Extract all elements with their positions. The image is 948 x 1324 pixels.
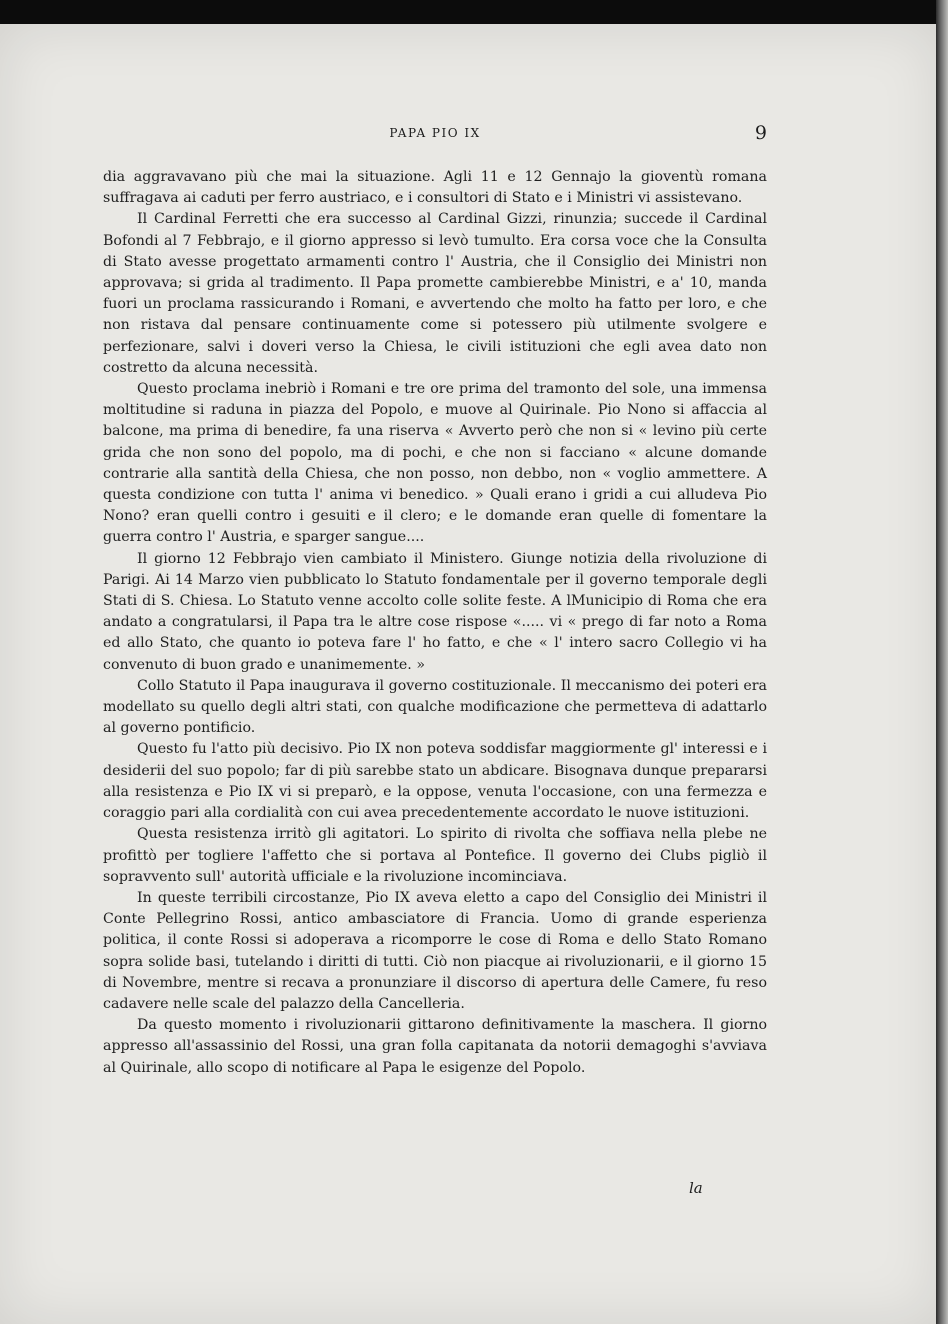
- paragraph-6: Questo fu l'atto più decisivo. Pio IX non poteva soddisfar maggiormente gl' interessi e i desiderii del suo popolo; far di più sarebbe stato un abdicare. Bisognava dunque prepararsi alla resistenza e Pio IX vi si preparò, e la oppose, venuta l'occasione, con una fermezza e coraggio pari alla cordialità con cui avea precedentemente accordato le nuove istituzioni.: [103, 741, 767, 822]
- page-edge: [936, 0, 948, 1324]
- paragraph-4: Il giorno 12 Febbrajo vien cambiato il Ministero. Giunge notizia della rivoluzione di Parigi. Ai 14 Marzo vien pubblicato lo Statuto fondamentale per il governo temporale degli Stati di S. Chiesa. Lo Statuto venne accolto colle solite feste. A lMunicipio di Roma che era andato a congratularsi, il Papa tra le altre cose rispose «..... vi « prego di far noto a Roma ed allo Stato, che quanto io poteva fare l' ho fatto, e che « l' intero sacro Collegio vi ha convenuto di buon grado e unanimemente. »: [103, 550, 767, 673]
- paragraph-3: Questo proclama inebriò i Romani e tre ore prima del tramonto del sole, una immensa moltitudine si raduna in piazza del Popolo, e muove al Quirinale. Pio Nono si affaccia al balcone, ma prima di benedire, fa una riserva « Avverto però che non si « levino più certe grida che non sono del popolo, ma di pochi, e che non si facciano « alcune domande contrarie alla santità della Chiesa, che non posso, non debbo, non « voglio ammettere. A questa condizione con tutta l' anima vi benedico. » Quali erano i gridi a cui alludeva Pio Nono? eran quelli contro i gesuiti e il clero; e le domande eran quelle di fomentare la guerra contro l' Austria, e sparger sangue....: [103, 381, 767, 546]
- catchword-text: la: [689, 1179, 703, 1197]
- catchword: [689, 1179, 703, 1197]
- paragraph-5: Collo Statuto il Papa inaugurava il governo costituzionale. Il meccanismo dei poteri era modellato su quello degli altri stati, con qualche modificazione che permetteva di adattarlo al governo pontificio.: [103, 677, 767, 737]
- page-header: [103, 124, 767, 148]
- running-title: PAPA PIO IX: [389, 126, 481, 140]
- paragraph-7: Questa resistenza irritò gli agitatori. Lo spirito di rivolta che soffiava nella plebe ne profittò per togliere l'affetto che si portava al Pontefice. Il governo dei Clubs pigliò il sopravvento sull' autorità ufficiale e la rivoluzione incominciava.: [103, 826, 767, 885]
- paragraph-1: dia aggravavano più che mai la situazione. Agli 11 e 12 Gennajo la gioventù romana suffragava ai caduti per ferro austriaco, e i consultori di Stato e i Ministri vi assistevano.: [103, 169, 767, 207]
- paragraph-2: Il Cardinal Ferretti che era successo al Cardinal Gizzi, rinunzia; succede il Cardinal Bofondi al 7 Febbrajo, e il giorno appresso si levò tumulto. Era corsa voce che la Consulta di Stato avesse progettato armamenti contro l' Austria, che il Consiglio dei Ministri non approvava; si grida al tradimento. Il Papa promette cambierebbe Ministri, e a' 10, manda fuori un proclama rassicurando i Romani, e avvertendo che molto ha fatto per loro, e che non ristava dal pensare continuamente come si potessero più utilmente svolgere e perfezionare, salvi i doveri verso la Chiesa, le civili istituzioni che egli avea dato non costretto da alcuna necessità.: [103, 211, 767, 376]
- page-number: 9: [754, 122, 767, 144]
- paragraph-8: In queste terribili circostanze, Pio IX aveva eletto a capo del Consiglio dei Ministri il Conte Pellegrino Rossi, antico ambasciatore di Francia. Uomo di grande esperienza politica, il conte Rossi si adoperava a ricomporre le cose di Roma e dello Stato Romano sopra solide basi, tutelando i diritti di tutti. Ciò non piacque ai rivoluzionarii, e il giorno 15 di Novembre, mentre si recava a pronunziare il discorso di apertura delle Camere, fu reso cadavere nelle scale del palazzo della Cancelleria.: [103, 889, 767, 1012]
- paragraph-9: Da questo momento i rivoluzionarii gittarono definitivamente la maschera. Il giorno appresso all'assassinio del Rossi, una gran folla capitanata da notorii demagoghi s'avviava al Quirinale, allo scopo di notificare al Papa le esigenze del Popolo.: [103, 1017, 767, 1076]
- body-text: [103, 167, 767, 1079]
